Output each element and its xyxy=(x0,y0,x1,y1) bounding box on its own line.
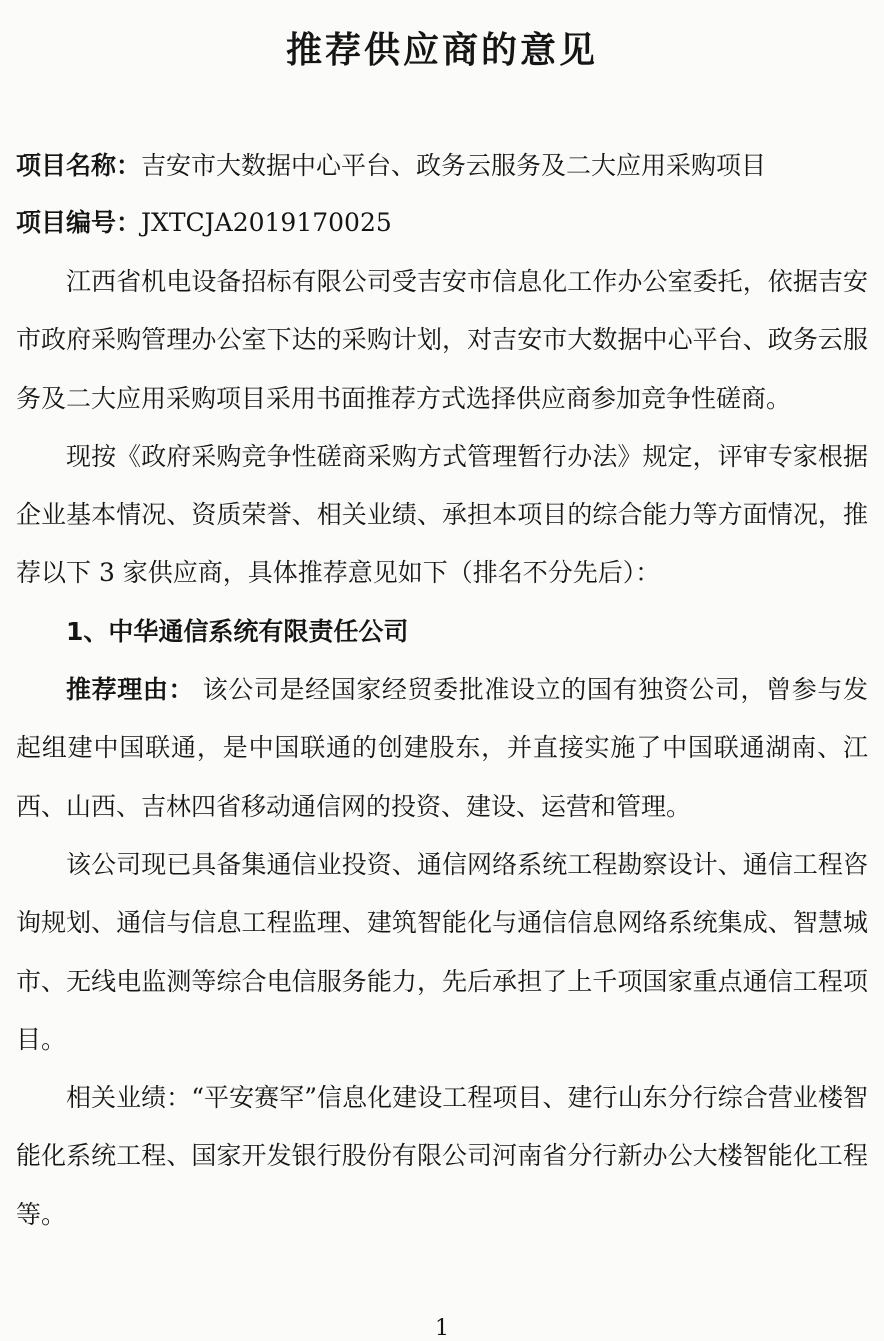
performance-label: 相关业绩： xyxy=(66,1083,192,1113)
reason-label: 推荐理由： xyxy=(66,675,195,705)
reason-paragraph xyxy=(16,661,868,836)
intro-paragraph: 江西省机电设备招标有限公司受吉安市信息化工作办公室委托，依据吉安市政府采购管理办公室下达的采购计划，对吉安市大数据中心平台、政务云服务及二大应用采购项目采用书面推荐方式选择供应商参加竞争性磋商。 xyxy=(16,267,868,413)
performance-text: “平安赛罕”信息化建设工程项目、建行山东分行综合营业楼智能化系统工程、国家开发银行股份有限公司河南省分行新办公大楼智能化工程等。 xyxy=(16,1083,868,1229)
capability-paragraph: 该公司现已具备集通信业投资、通信网络系统工程勘察设计、通信工程咨询规划、通信与信息工程监理、建筑智能化与通信信息网络系统集成、智慧城市、无线电监测等综合电信服务能力，先后承担了上千项国家重点通信工程项目。 xyxy=(16,849,868,1054)
project-code-line xyxy=(16,203,392,239)
project-code-label: 项目编号： xyxy=(16,208,142,237)
project-name-value: 吉安市大数据中心平台、政务云服务及二大应用采购项目 xyxy=(141,151,767,180)
page-number: 1 xyxy=(435,1316,449,1341)
project-code-value: JXTCJA2019170025 xyxy=(141,208,392,237)
performance-paragraph xyxy=(16,1069,868,1244)
reason-text: 该公司是经国家经贸委批准设立的国有独资公司，曾参与发起组建中国联通，是中国联通的创建股东，并直接实施了中国联通湖南、江西、山西、吉林四省移动通信网的投资、建设、运营和管理。 xyxy=(16,675,868,821)
supplier-heading: 1、中华通信系统有限责任公司 xyxy=(66,616,409,646)
project-name-line xyxy=(16,146,766,182)
document-body xyxy=(16,253,868,1244)
document-title: 推荐供应商的意见 xyxy=(285,30,598,71)
project-name-label: 项目名称： xyxy=(16,151,142,180)
regulation-paragraph: 现按《政府采购竞争性磋商采购方式管理暂行办法》规定，评审专家根据企业基本情况、资质荣誉、相关业绩、承担本项目的综合能力等方面情况，推荐以下 3 家供应商，具体推荐意见如下（排名不分先后）： xyxy=(16,441,868,588)
